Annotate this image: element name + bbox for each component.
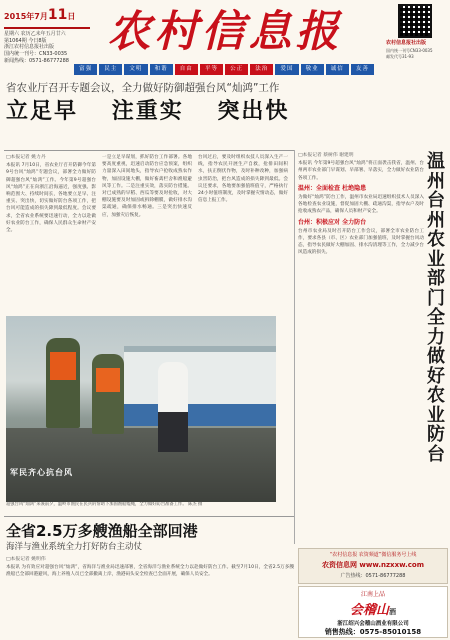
person-figure-legs bbox=[158, 412, 188, 452]
advert-line: “农村信息报 农资频道”微信服务号上线 bbox=[329, 552, 417, 558]
headline-part: 注重实 bbox=[111, 99, 184, 124]
value-word: 文明 bbox=[124, 64, 147, 75]
life-vest bbox=[96, 368, 120, 392]
advert-line: 农资信息网 www.nzxxw.com bbox=[321, 561, 425, 569]
lead-column-2 bbox=[102, 154, 192, 314]
value-word: 平等 bbox=[200, 64, 223, 75]
newspaper-title: 农村信息报 bbox=[107, 7, 343, 57]
value-word: 友善 bbox=[351, 64, 374, 75]
person-figure bbox=[92, 354, 124, 434]
side-byline: □本报记者 蔡树伟 谢建明 bbox=[298, 153, 354, 158]
publisher-line-2: 邮发代号31-93 bbox=[386, 53, 414, 59]
advert-phone: 销售热线：0575-85010158 bbox=[324, 628, 422, 636]
advert-logo: 会稽山酒 bbox=[349, 603, 396, 618]
date-block bbox=[4, 6, 90, 65]
advert-company: 浙江绍兴会稽山酒业有限公司 bbox=[337, 621, 409, 627]
side-subhead-1: 温州：全面检查 杜绝隐患 bbox=[298, 184, 367, 192]
lead-divider bbox=[4, 150, 294, 151]
issue-info-3: 浙江农村信息报社出版 bbox=[4, 44, 55, 51]
advert-box[interactable] bbox=[298, 586, 448, 638]
issue-info-1: 星期六 农历乙未年五月廿六 bbox=[4, 30, 66, 37]
publisher-info bbox=[386, 40, 448, 60]
core-values-bar bbox=[74, 64, 374, 75]
second-article bbox=[6, 556, 294, 638]
lead-text-1: 本报讯 7月10日，省农业厅召开防御今年第9号台风“灿鸿”专题会议，部署全力做好防御超强台风“灿鸿”工作。今年第9号超强台风“灿鸿”正在向浙江沿海逼近，强度强、影响范围大、持续时间长，各地要立足早、注重实、突出快，切实做好防台各项工作，把台风可能造成的损失降到最低程度。会议要求，全省农业系统要迅速行动，全力以赴做好农业防台工作，确保人民群众生命财产安全。 bbox=[6, 163, 96, 234]
value-word: 诚信 bbox=[326, 64, 349, 75]
value-word: 爱国 bbox=[275, 64, 298, 75]
section-divider bbox=[4, 516, 294, 517]
lead-text-2: 一是立足早谋划，抓好防台工作部署。各地要高度重视，迅速启动防台应急预案，组织力量深入田间地头，指导农户抢收成熟农作物，加固设施大棚，做好畜禽栏舍和渔船避风等工作。二是注重实效，落实防台措施。对已成熟的早稻、西瓜等要及时抢收，对大棚设施要及时加固或拆除棚膜，做好排水沟渠疏通，确保排水畅通。三是突出快速反应，加强灾后恢复。 bbox=[102, 155, 192, 218]
headline-part: 立足早 bbox=[6, 99, 79, 124]
life-vest bbox=[50, 352, 76, 380]
photo-note: 超强台风“灿鸿”来袭前夕，温岭市渔民在民兵的帮助下加固渔船缆绳，全力做好防台准备工作。 陈杰 摄 bbox=[6, 502, 203, 507]
issue-info-2: 第1064期 今日8版 bbox=[4, 37, 47, 44]
publisher-name: 农村信息报社出版 bbox=[386, 40, 427, 46]
lead-headline bbox=[6, 94, 446, 125]
value-word: 自由 bbox=[175, 64, 198, 75]
publisher-line-1: 国内统一刊号CN33-0035 bbox=[386, 47, 433, 53]
lead-column-3 bbox=[198, 154, 288, 314]
issue-date: 2015年7月11日 bbox=[4, 7, 76, 23]
side-vertical-headline: 温州台州农业部门全力做好农业防台 bbox=[427, 151, 445, 465]
advert-line: 广告热线：0571-86777288 bbox=[340, 573, 406, 579]
second-subtitle: 海洋与渔业系统全力打好防台主动仗 bbox=[6, 542, 143, 552]
news-photo bbox=[6, 316, 276, 502]
second-text: 本报讯 为有效应对超强台风“灿鸿”，省海洋与渔业局迅速部署，全省海洋与渔业系统全力以赴做好防台工作。截至7月10日，全省2.5万多艘渔船已全部回港避风，海上养殖人员已全部撤离上岸，渔港码头安全检查已全面开展，确保人员安全。 bbox=[6, 565, 294, 578]
lead-byline: □本报记者 姚力丹 bbox=[6, 155, 46, 160]
qr-code-icon bbox=[398, 4, 432, 38]
boat-cabin bbox=[124, 346, 276, 406]
lead-kicker: 省农业厅召开专题会议，全力做好防御超强台风“灿鸿”工作 bbox=[6, 82, 280, 94]
advert-banner[interactable] bbox=[298, 548, 448, 584]
second-byline: □本报记者 姚明伟 bbox=[6, 557, 46, 562]
value-word: 公正 bbox=[225, 64, 248, 75]
lead-text-3: 台风过后，要及时组织农技人员深入生产一线，指导农民开展生产自救，抢排田间积水，扶正倒伏作物，及时补种改种，加强病虫害防治，把台风造成的损失降到最低。会议还要求，各地要加强值班值守，严格执行24小时值班制度，及时掌握灾情动态，做好信息上报工作。 bbox=[198, 155, 288, 204]
value-word: 和谐 bbox=[150, 64, 173, 75]
side-article bbox=[298, 152, 424, 544]
side-text-2: 台州市农业局及时召开防台工作会议，部署全市农业防台工作，要求各县（市、区）农业部门加强值班，及时掌握台风动态，指导农民做好大棚加固、排水沟清理等工作，全力减少台风造成的损失。 bbox=[298, 228, 424, 256]
photo-caption: 军民齐心抗台风 bbox=[10, 468, 73, 477]
side-subhead-2: 台州：积极应对 全力防台 bbox=[298, 218, 367, 226]
headline-part: 突出快 bbox=[217, 99, 290, 124]
value-word: 富强 bbox=[74, 64, 97, 75]
side-intro: 本报讯 今年第9号超强台风“灿鸿”将正面袭击我省，温州、台州两市农业部门早谋划、早部署、早落实，全力做好农业防台各项工作。 bbox=[298, 161, 424, 181]
advert-tagline: 江南上品 bbox=[360, 591, 385, 598]
dock-ground bbox=[6, 428, 276, 502]
value-word: 敬业 bbox=[301, 64, 324, 75]
issue-info-4: 国内统一刊号：CN33-0035 bbox=[4, 51, 68, 58]
second-headline: 全省2.5万多艘渔船全部回港 bbox=[6, 522, 198, 540]
issue-info-5: 新闻热线：0571-86777288 bbox=[4, 57, 69, 64]
value-word: 法治 bbox=[250, 64, 273, 75]
column-divider bbox=[294, 150, 295, 544]
masthead bbox=[0, 0, 450, 74]
date-divider bbox=[4, 27, 90, 29]
side-text-1: 为做好“灿鸿”防台工作，温州市农业局迅速组织技术人员深入各地检查农业设施，督促加固大棚、疏通沟渠，指导农户及时抢收成熟农产品，确保人员和财产安全。 bbox=[298, 195, 424, 215]
value-word: 民主 bbox=[99, 64, 122, 75]
lead-column-1 bbox=[6, 154, 96, 314]
